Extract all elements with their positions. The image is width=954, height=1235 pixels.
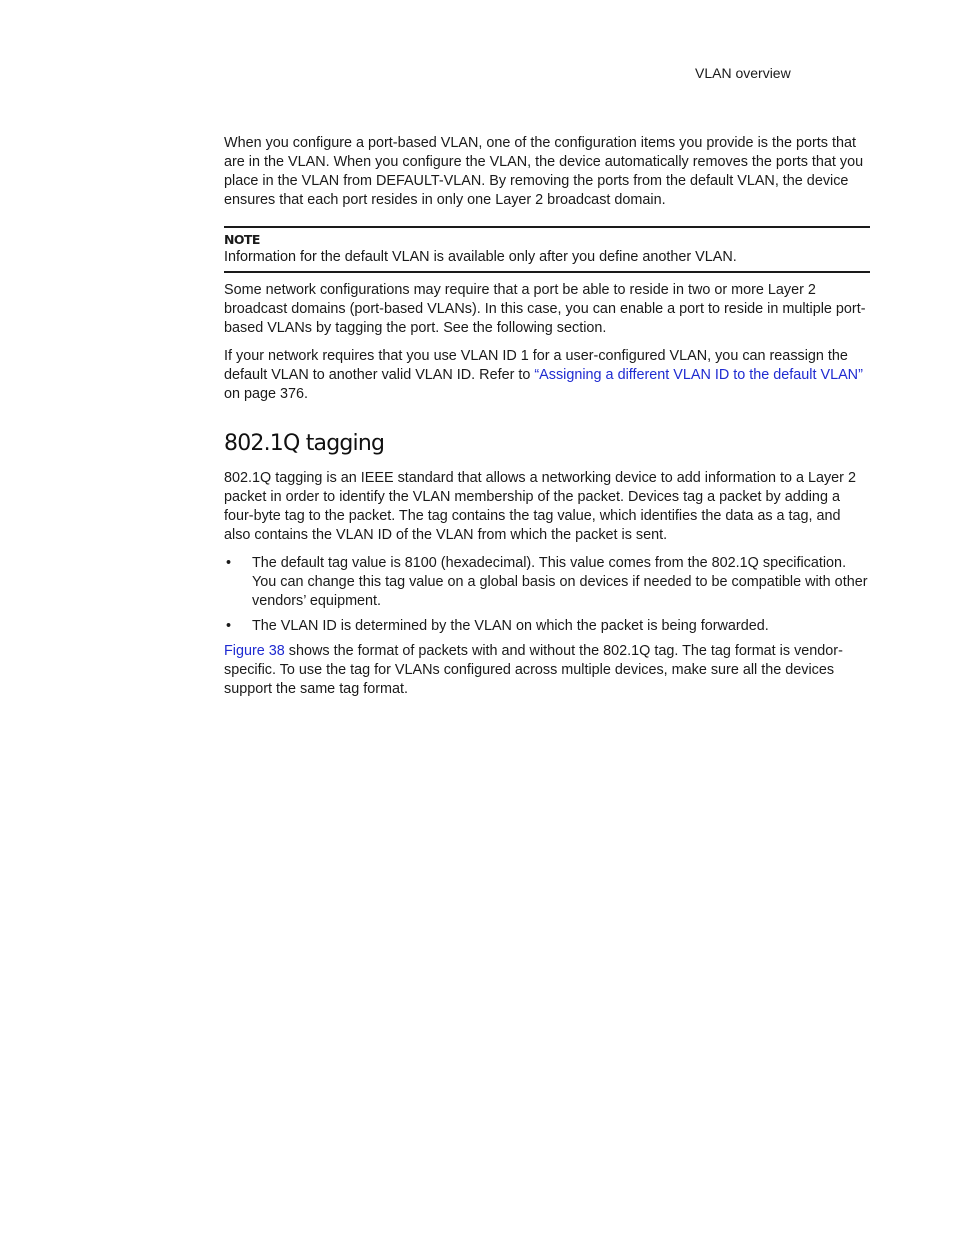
paragraph-tagging-intro: 802.1Q tagging is an IEEE standard that allows a networking device to add information to a Layer 2 packet in order to identify the VLAN membership of the packet. Devices tag a packet by adding a four-byte tag to the packet. The tag contains the tag value, which identifies the data as a tag, and also contains the VLAN ID of the VLAN from which the packet is sent. [224, 470, 856, 543]
list-item [224, 554, 870, 611]
running-header: VLAN overview [695, 65, 791, 81]
bullet-icon: • [226, 555, 232, 571]
assign-vlan-id-link[interactable]: “Assigning a different VLAN ID to the default VLAN” [534, 367, 863, 383]
section-heading: 802.1Q tagging [224, 431, 385, 456]
list-item [224, 617, 870, 636]
figure-38-link[interactable]: Figure 38 [224, 643, 285, 659]
paragraph-multiple-domains: Some network configurations may require that a port be able to reside in two or more Layer 2 broadcast domains (port-based VLANs). In this case, you can enable a port to reside in multiple port-based VLANs by tagging the port. See the following section. [224, 282, 866, 336]
figure-reference-text: shows the format of packets with and without the 802.1Q tag. The tag format is vendor-specific. To use the tag for VLANs configured across multiple devices, make sure all the devices support the same tag format. [224, 643, 843, 697]
bullet-list [224, 554, 870, 636]
note-box [224, 226, 870, 273]
reassign-text-after: on page 376. [224, 386, 309, 402]
list-item-text: The VLAN ID is determined by the VLAN on which the packet is being forwarded. [252, 618, 769, 634]
paragraph-figure-reference [224, 642, 870, 699]
paragraph-reassign-default-vlan [224, 347, 870, 404]
reassign-text-before: If your network requires that you use VLAN ID 1 for a user-configured VLAN, you can reassign the default VLAN to another valid VLAN ID. Refer to [224, 348, 848, 383]
note-text: Information for the default VLAN is available only after you define another VLAN. [224, 249, 737, 265]
bullet-icon: • [226, 618, 232, 634]
document-body [224, 134, 870, 699]
paragraph-port-based-vlan: When you configure a port-based VLAN, one of the configuration items you provide is the ports that are in the VLAN. When you configure the VLAN, the device automatically removes the ports that you place in the VLAN from DEFAULT-VLAN. By removing the ports from the default VLAN, the device ensures that each port resides in only one Layer 2 broadcast domain. [224, 135, 864, 208]
note-title: NOTE [224, 232, 260, 247]
list-item-text: The default tag value is 8100 (hexadecimal). This value comes from the 802.1Q specification. You can change this tag value on a global basis on devices if needed to be compatible with other vendors’ equipment. [252, 555, 868, 609]
